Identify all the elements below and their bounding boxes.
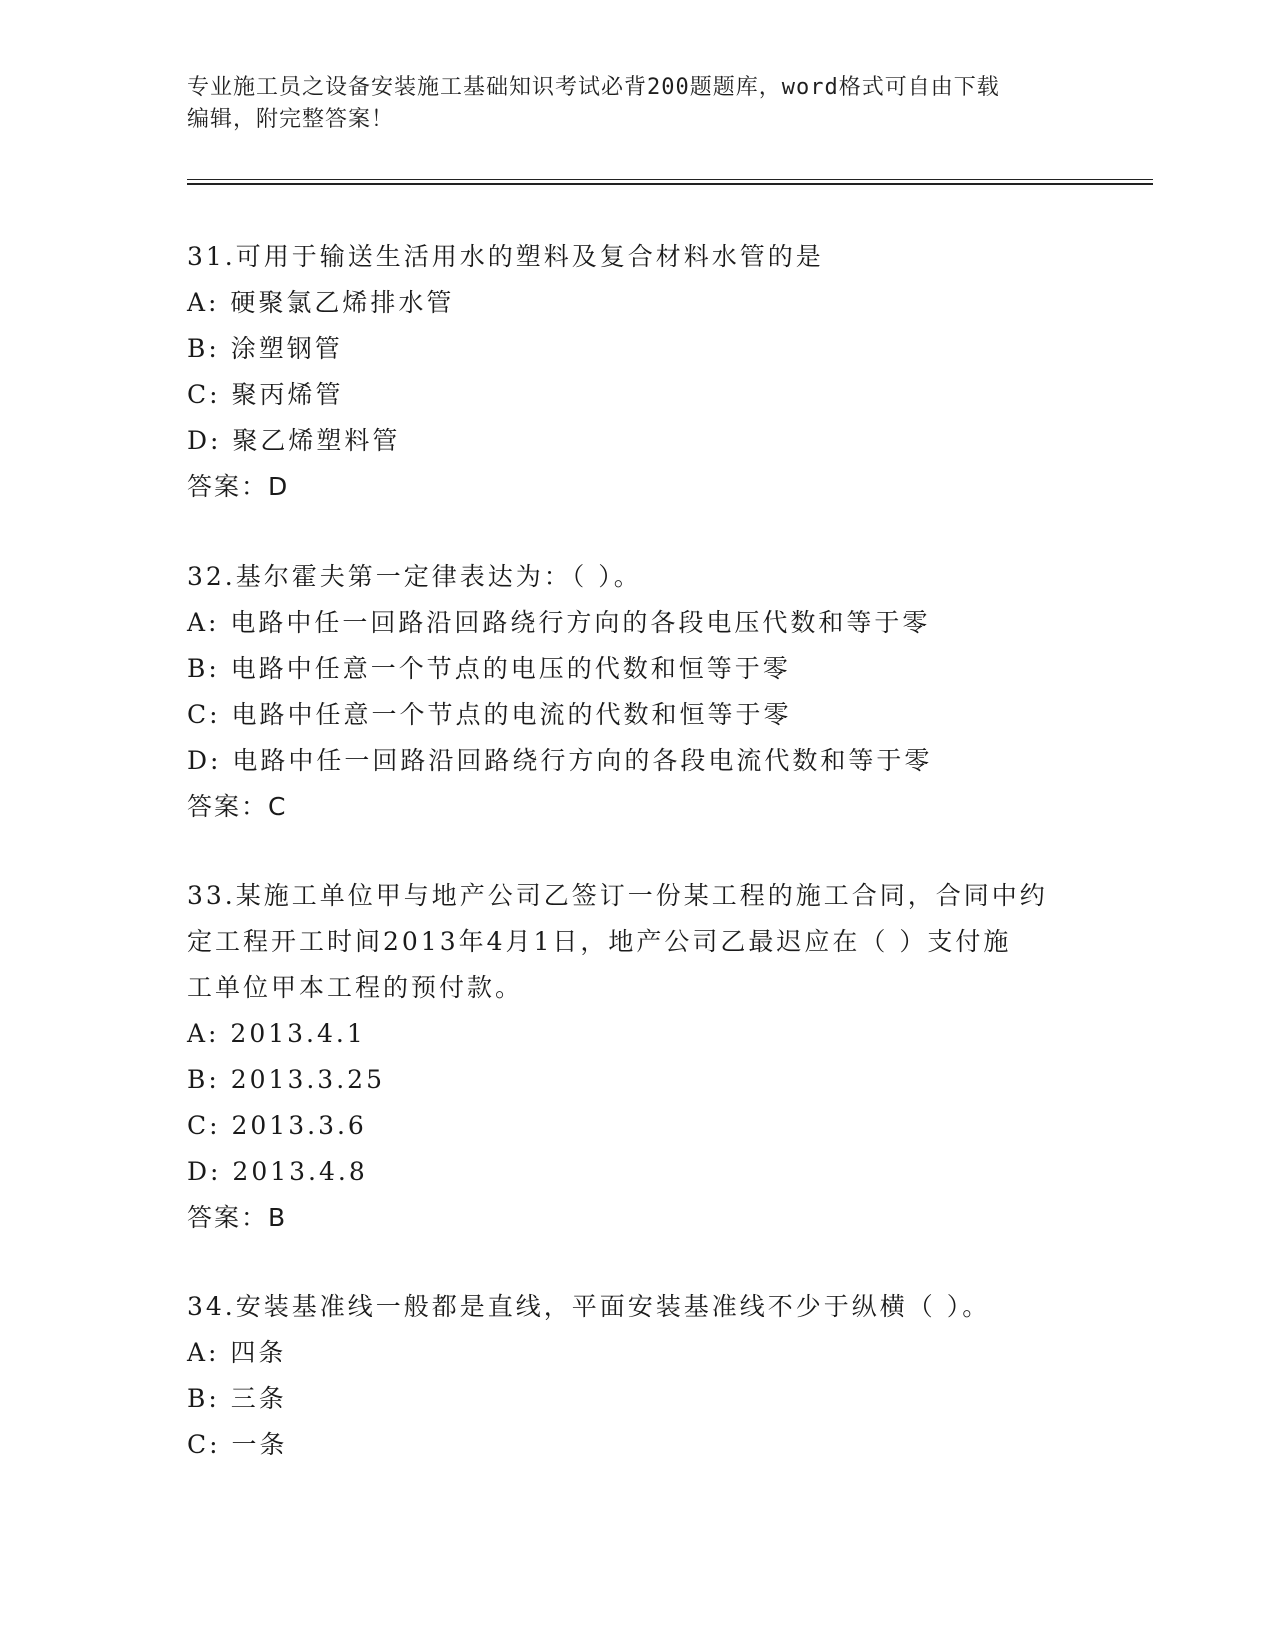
document-header (187, 72, 1067, 136)
header-divider-bottom (187, 183, 1153, 185)
option-b: B: 电路中任意一个节点的电压的代数和恒等于零 (187, 654, 791, 683)
question-32 (187, 554, 1087, 830)
option-b: B: 三条 (187, 1384, 287, 1413)
question-stem: 32.基尔霍夫第一定律表达为：（ ）。 (187, 562, 642, 591)
option-c: C: 一条 (187, 1430, 288, 1459)
option-b: B: 2013.3.25 (187, 1065, 385, 1094)
option-d: D: 聚乙烯塑料管 (187, 426, 401, 455)
option-d: D: 电路中任一回路沿回路绕行方向的各段电流代数和等于零 (187, 746, 933, 775)
answer: 答案：D (187, 472, 290, 501)
question-stem-line-2: 定工程开工时间2013年4月1日，地产公司乙最迟应在（ ）支付施 (187, 927, 1012, 956)
header-divider-top (187, 179, 1153, 180)
header-line-1: 专业施工员之设备安装施工基础知识考试必背200题题库，word格式可自由下载 (187, 75, 1000, 100)
option-c: C: 电路中任意一个节点的电流的代数和恒等于零 (187, 700, 792, 729)
option-a: A: 电路中任一回路沿回路绕行方向的各段电压代数和等于零 (187, 608, 931, 637)
question-33 (187, 873, 1087, 1241)
question-stem-line-3: 工单位甲本工程的预付款。 (187, 973, 524, 1002)
question-stem: 34.安装基准线一般都是直线，平面安装基准线不少于纵横（ ）。 (187, 1292, 991, 1321)
question-31 (187, 234, 1087, 510)
option-a: A: 四条 (187, 1338, 287, 1367)
answer: 答案：C (187, 792, 288, 821)
option-b: B: 涂塑钢管 (187, 334, 343, 363)
answer: 答案：B (187, 1203, 288, 1232)
question-stem: 31.可用于输送生活用水的塑料及复合材料水管的是 (187, 242, 824, 271)
option-a: A: 硬聚氯乙烯排水管 (187, 288, 455, 317)
option-c: C: 聚丙烯管 (187, 380, 344, 409)
question-stem-line-1: 33.某施工单位甲与地产公司乙签订一份某工程的施工合同，合同中约 (187, 881, 1048, 910)
option-c: C: 2013.3.6 (187, 1111, 367, 1140)
question-34 (187, 1284, 1087, 1468)
header-line-2: 编辑，附完整答案！ (187, 107, 395, 132)
option-d: D: 2013.4.8 (187, 1157, 368, 1186)
option-a: A: 2013.4.1 (187, 1019, 366, 1048)
